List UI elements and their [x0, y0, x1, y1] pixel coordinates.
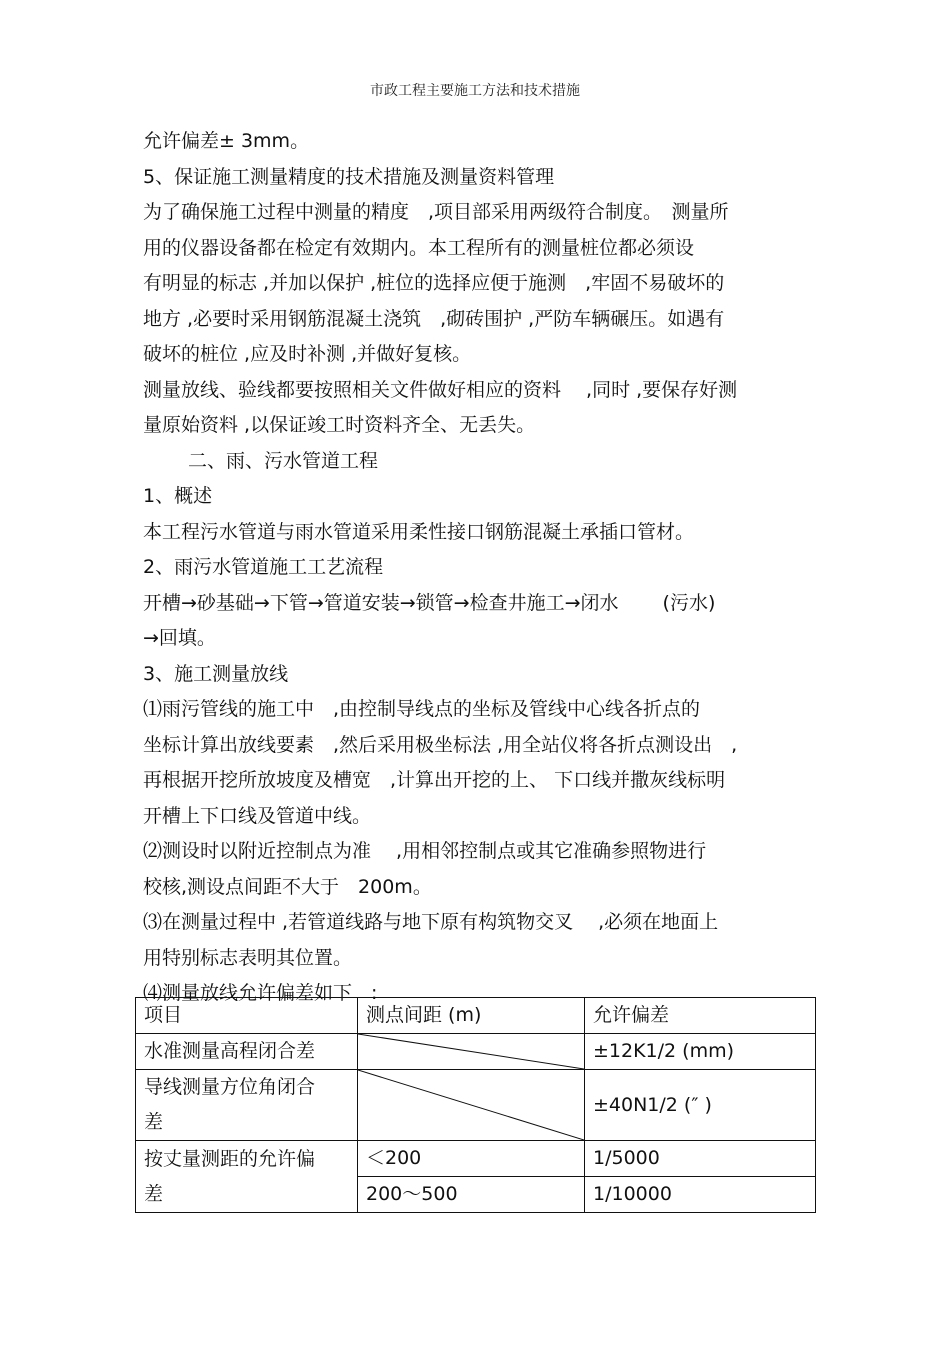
text-line: 允许偏差± 3mm。 — [143, 130, 310, 152]
text-line: 本工程污水管道与雨水管道采用柔性接口钢筋混凝土承插口管材。 — [143, 520, 695, 543]
text-line: ⑴雨污管线的施工中 ,由控制导线点的坐标及管线中心线各折点的 — [143, 698, 701, 720]
cell-item-line: 导线测量方位角闭合 — [144, 1076, 316, 1098]
tolerance-table — [135, 997, 816, 1213]
cell-item-line: 按丈量测距的允许偏 — [144, 1147, 316, 1170]
diagonal-empty-cell — [358, 1070, 585, 1141]
section-heading: 5、保证施工测量精度的技术措施及测量资料管理 — [143, 165, 555, 188]
text-line: ⑶在测量过程中 ,若管道线路与地下原有构筑物交叉 ,必须在地面上 — [143, 911, 719, 933]
diagonal-line — [358, 1034, 584, 1069]
text-line: ⑵测设时以附近控制点为准 ,用相邻控制点或其它准确参照物进行 — [143, 840, 707, 862]
header-cell-distance: 测点间距 (m) — [358, 998, 585, 1034]
text-line: 再根据开挖所放坡度及槽宽 ,计算出开挖的上、 下口线并撒灰线标明 — [143, 769, 726, 791]
cell-distance: 200～500 — [358, 1177, 585, 1213]
page-header: 市政工程主要施工方法和技术措施 — [370, 83, 580, 99]
text-line: 用特别标志表明其位置。 — [143, 946, 353, 969]
section-heading: 1、概述 — [143, 485, 213, 507]
section-heading: 3、施工测量放线 — [143, 662, 289, 685]
text-line: →回填。 — [143, 627, 216, 649]
text-line: 破坏的桩位 ,应及时补测 ,并做好复核。 — [143, 343, 472, 365]
text-line: 有明显的标志 ,并加以保护 ,桩位的选择应便于施测 ,牢固不易破坏的 — [143, 272, 725, 294]
text-line: 地方 ,必要时采用钢筋混凝土浇筑 ,砌砖围护 ,严防车辆碾压。如遇有 — [143, 307, 725, 330]
cell-tolerance: 1/5000 — [585, 1141, 816, 1177]
text-line: 为了确保施工过程中测量的精度 ,项目部采用两级符合制度。 测量所 — [143, 201, 729, 223]
text-line: 开槽上下口线及管道中线。 — [143, 804, 372, 827]
text-line: 用的仪器设备都在检定有效期内。本工程所有的测量桩位都必须设 — [143, 236, 695, 259]
header-cell-item: 项目 — [136, 998, 358, 1034]
cell-tolerance: ±12K1/2 (mm) — [585, 1034, 816, 1070]
cell-tolerance: ±40N1/2 (″ ) — [585, 1070, 816, 1141]
cell-item — [136, 1141, 358, 1213]
table-row — [136, 1070, 816, 1141]
diagonal-empty-cell — [358, 1034, 585, 1070]
cell-item: 水准测量高程闭合差 — [136, 1034, 358, 1070]
text-line: 坐标计算出放线要素 ,然后采用极坐标法 ,用全站仪将各折点测设出 , — [143, 733, 738, 756]
text-line: 校核,测设点间距不大于 200m。 — [143, 875, 432, 898]
table-row — [136, 1034, 816, 1070]
cell-distance: ＜200 — [358, 1141, 585, 1177]
table-row — [136, 1141, 816, 1177]
header-cell-tolerance: 允许偏差 — [585, 998, 816, 1034]
cell-tolerance: 1/10000 — [585, 1177, 816, 1213]
section-heading: 2、雨污水管道施工工艺流程 — [143, 556, 384, 578]
text-line: 量原始资料 ,以保证竣工时资料齐全、无丢失。 — [143, 414, 536, 436]
chapter-heading: 二、雨、污水管道工程 — [188, 449, 379, 472]
diagonal-line — [358, 1070, 584, 1140]
text-line: 测量放线、验线都要按照相关文件做好相应的资料 ,同时 ,要保存好测 — [143, 378, 738, 401]
cell-item — [136, 1070, 358, 1141]
text-line: 开槽→砂基础→下管→管道安装→锁管→检查井施工→闭水 (污水) — [143, 591, 716, 614]
cell-item-line: 差 — [144, 1111, 164, 1133]
cell-item-line: 差 — [144, 1182, 164, 1205]
table-header-row — [136, 998, 816, 1034]
text-line: ⑷测量放线允许偏差如下 : — [143, 982, 378, 1004]
document-body — [143, 124, 823, 1012]
